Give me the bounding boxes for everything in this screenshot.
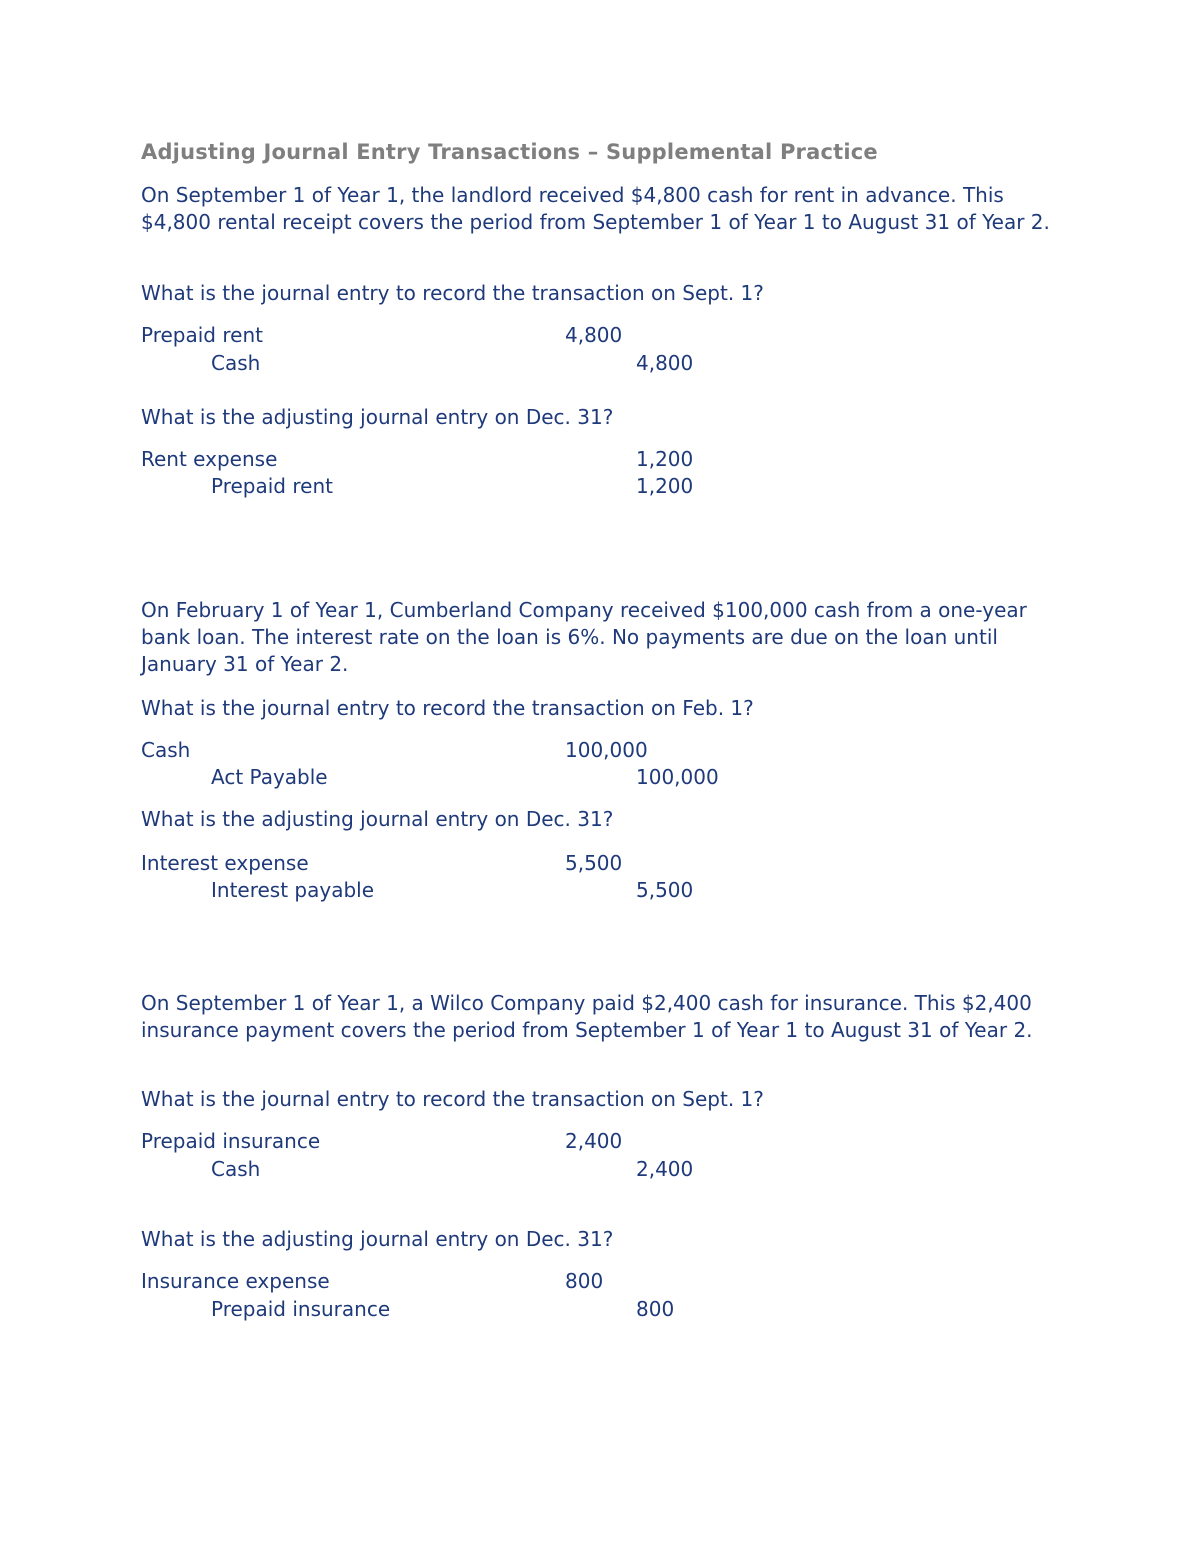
entry-debit-account: Prepaid rent [141, 323, 263, 347]
entry-credit-account: Prepaid rent [211, 474, 333, 498]
entry-debit-amount: 4,800 [565, 323, 623, 347]
entry-credit-account: Cash [211, 351, 261, 375]
problem-1-text: On September 1 of Year 1, the landlord received $4,800 cash for rent in advance. This $4,800 rental receipt covers the period from September 1 of Year 1 to August 31 of Year 2. [141, 183, 1050, 234]
problem-1-question-2: What is the adjusting journal entry on Dec. 31? [141, 405, 614, 429]
problem-3-question-1: What is the journal entry to record the transaction on Sept. 1? [141, 1087, 764, 1111]
entry-debit-amount: 5,500 [565, 851, 623, 875]
problem-1-question-1: What is the journal entry to record the transaction on Sept. 1? [141, 281, 764, 305]
entry-credit-account: Cash [211, 1157, 261, 1181]
problem-2-text: On February 1 of Year 1, Cumberland Company received $100,000 cash from a one-year bank loan. The interest rate on the loan is 6%. No payments are due on the loan until January 31 of Year 2. [141, 598, 1027, 676]
entry-debit-amount: 2,400 [565, 1129, 623, 1153]
problem-3-text: On September 1 of Year 1, a Wilco Company paid $2,400 cash for insurance. This $2,400 insurance payment covers the period from September 1 of Year 1 to August 31 of Year 2. [141, 991, 1033, 1042]
entry-credit-amount: 5,500 [636, 878, 694, 902]
entry-credit-amount: 100,000 [636, 765, 719, 789]
problem-2-question-1: What is the journal entry to record the transaction on Feb. 1? [141, 696, 754, 720]
problem-2-question-2: What is the adjusting journal entry on Dec. 31? [141, 807, 614, 831]
entry-credit-account: Act Payable [211, 765, 328, 789]
entry-debit-account: Prepaid insurance [141, 1129, 321, 1153]
entry-credit-amount: 4,800 [636, 351, 694, 375]
entry-debit-account: Rent expense [141, 447, 278, 471]
entry-credit-amount: 2,400 [636, 1157, 694, 1181]
entry-credit-amount: 800 [636, 1297, 675, 1321]
document-title: Adjusting Journal Entry Transactions – Supplemental Practice [141, 140, 878, 164]
entry-debit-account: Interest expense [141, 851, 309, 875]
entry-credit-account: Interest payable [211, 878, 375, 902]
entry-credit-amount: 1,200 [636, 474, 694, 498]
problem-3-question-2: What is the adjusting journal entry on Dec. 31? [141, 1227, 614, 1251]
entry-debit-amount: 100,000 [565, 738, 648, 762]
entry-debit-account: Cash [141, 738, 191, 762]
entry-debit-account: Insurance expense [141, 1269, 330, 1293]
entry-debit-amount: 1,200 [636, 447, 694, 471]
entry-credit-account: Prepaid insurance [211, 1297, 391, 1321]
entry-debit-amount: 800 [565, 1269, 604, 1293]
